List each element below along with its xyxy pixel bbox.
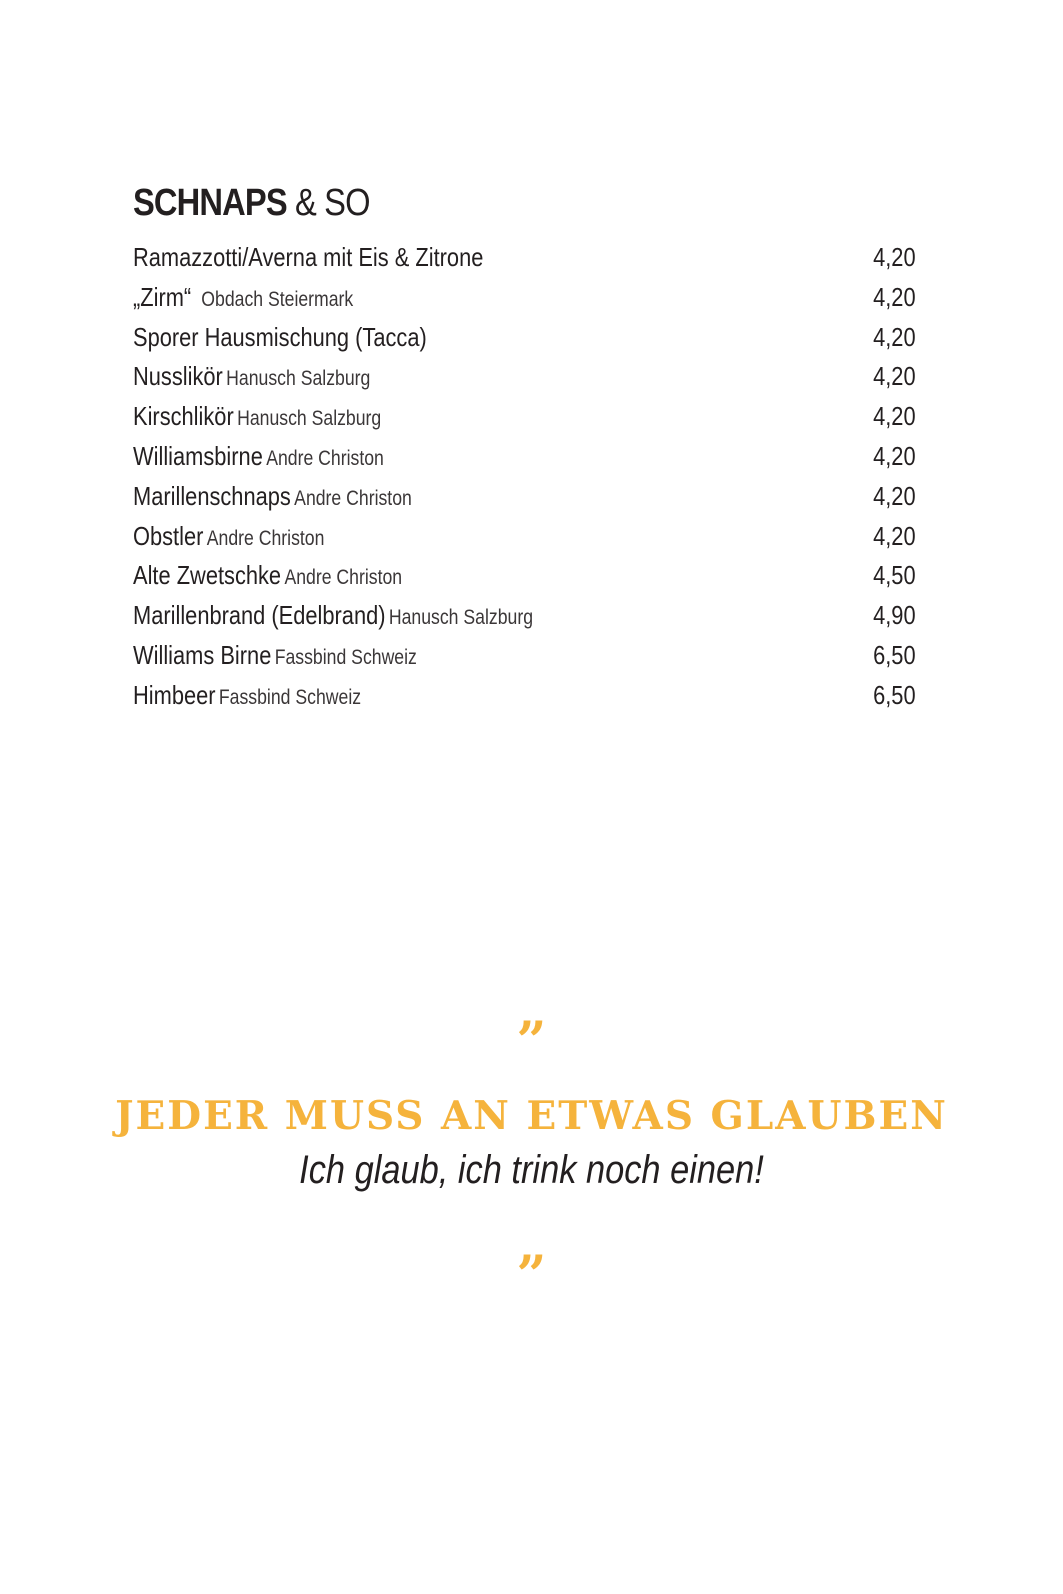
item-name: Kirschlikör (133, 401, 234, 432)
item-text (133, 241, 487, 278)
item-text (133, 440, 384, 477)
item-name: Ramazzotti/Averna mit Eis & Zitrone (133, 242, 484, 272)
item-name: Marillenschnaps (133, 480, 291, 511)
menu-list (133, 237, 916, 715)
item-origin: Andre Christon (284, 566, 403, 590)
menu-item (133, 237, 916, 277)
item-price: 6,50 (873, 679, 916, 710)
menu-item (133, 277, 916, 317)
item-name: Alte Zwetschke (133, 560, 282, 591)
menu-item (133, 555, 916, 595)
item-price: 4,20 (873, 281, 916, 312)
quote-mark-icon: ” (516, 1011, 547, 1072)
menu-item (133, 595, 916, 635)
item-price: 4,20 (873, 401, 916, 432)
menu-item (133, 436, 916, 476)
item-price: 4,20 (873, 321, 916, 352)
item-text (133, 639, 417, 676)
menu-item (133, 516, 916, 556)
menu-item (133, 476, 916, 516)
item-price: 4,20 (873, 520, 916, 551)
item-price: 4,20 (873, 242, 916, 272)
section-title-main: SCHNAPS (133, 182, 287, 224)
item-name: Williams Birne (133, 639, 272, 670)
item-text (133, 400, 381, 437)
item-origin: Andre Christon (294, 486, 412, 510)
item-text (133, 281, 353, 318)
item-text (133, 360, 370, 397)
item-name: Sporer Hausmischung (Tacca) (133, 321, 427, 352)
item-name: Williamsbirne (133, 440, 263, 471)
item-name: Nusslikör (133, 361, 223, 392)
item-name: Obstler (133, 520, 204, 551)
item-price: 4,20 (873, 480, 916, 511)
quote-subline: Ich glaub, ich trink noch einen! (299, 1148, 764, 1192)
menu-item (133, 317, 916, 357)
item-price: 4,20 (873, 361, 916, 392)
item-origin: Andre Christon (206, 526, 325, 550)
quote-mark-icon: ” (516, 1245, 547, 1306)
item-text (133, 559, 402, 596)
item-name: Marillenbrand (Edelbrand) (133, 600, 386, 631)
menu-item (133, 396, 916, 436)
item-origin: Fassbind Schweiz (274, 645, 417, 669)
item-origin: Obdach Steiermark (201, 287, 354, 311)
menu-item (133, 356, 916, 396)
menu-item (133, 675, 916, 715)
item-price: 6,50 (873, 639, 916, 670)
menu-item (133, 635, 916, 675)
item-origin: Hanusch Salzburg (388, 606, 534, 630)
item-text (133, 321, 430, 358)
item-price: 4,20 (873, 440, 916, 471)
item-text (133, 520, 324, 557)
item-text (133, 599, 533, 636)
item-name: Himbeer (133, 679, 216, 710)
item-origin: Hanusch Salzburg (226, 367, 371, 391)
item-text (133, 679, 361, 716)
item-origin: Andre Christon (266, 446, 384, 470)
section-title-suffix: & SO (286, 182, 370, 224)
quote-headline: JEDER MUSS AN ETWAS GLAUBEN (115, 1093, 948, 1139)
item-origin: Fassbind Schweiz (218, 685, 362, 709)
item-origin: Hanusch Salzburg (237, 407, 382, 431)
item-price: 4,50 (873, 560, 916, 591)
section-title (133, 178, 370, 228)
item-name: „Zirm“ (133, 281, 192, 312)
item-price: 4,90 (873, 600, 916, 631)
item-text (133, 480, 412, 517)
